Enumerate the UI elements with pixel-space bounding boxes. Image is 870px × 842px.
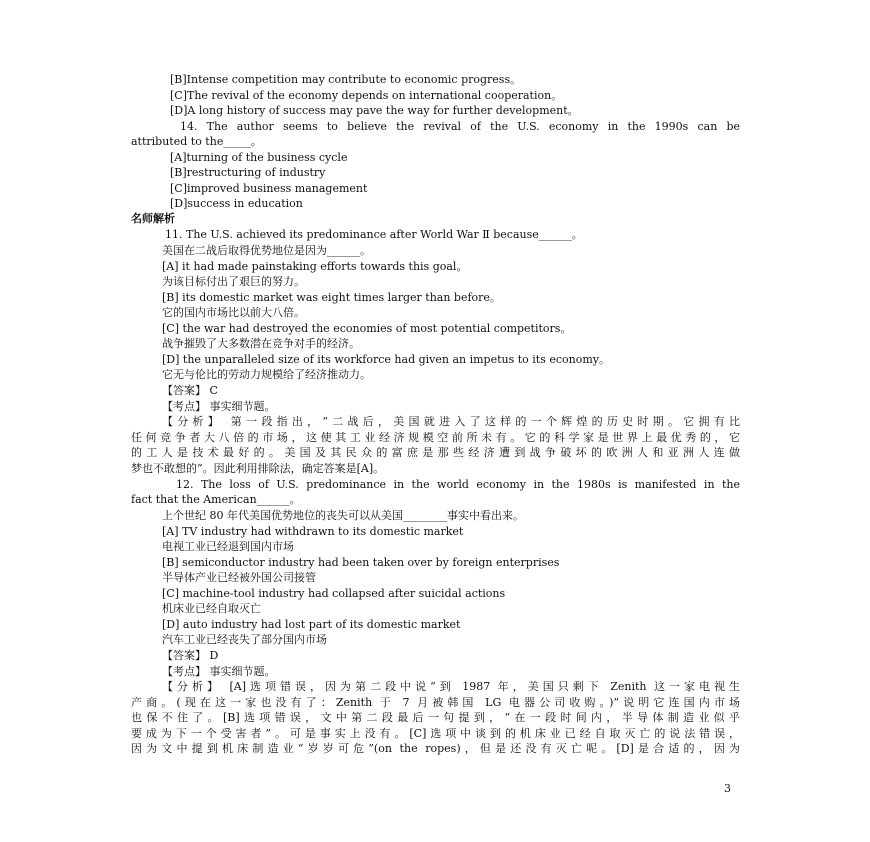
page-number: 3	[724, 782, 731, 795]
q13-option-b: [B]Intense competition may contribute to economic progress。	[170, 73, 522, 86]
q12-analysis-line3: 也保不住了。[B]选项错误，文中第二段最后一句提到，“在一段时间内，半导体制造业似乎	[131, 711, 740, 724]
q11-question-cn: 美国在二战后取得优势地位是因为______。	[162, 244, 371, 257]
q14-option-a: [A]turning of the business cycle	[170, 151, 348, 164]
q11-option-d: [D] the unparalleled size of its workforce had given an impetus to its economy。	[162, 353, 611, 366]
q12-option-c: [C] machine-tool industry had collapsed after suicidal actions	[162, 587, 506, 600]
q12-point: 【考点】 事实细节题。	[162, 665, 276, 678]
q12-analysis-line4: 要成为下一个受害者”。可是事实上没有。[C]选项中谈到的机床业已经自取灭亡的说法错误，	[131, 727, 740, 740]
q11-option-b-cn: 它的国内市场比以前大八倍。	[162, 306, 305, 319]
q11-analysis-line4: 梦也不敢想的”。因此利用排除法，确定答案是[A]。	[131, 462, 385, 475]
q12-question-line1: 12. The loss of U.S. predominance in the world economy in the 1980s is manifested in the	[176, 478, 740, 491]
q11-option-a-cn: 为该目标付出了艰巨的努力。	[162, 275, 305, 288]
q14-option-b: [B]restructuring of industry	[170, 166, 326, 179]
q12-option-a-cn: 电视工业已经退到国内市场	[162, 540, 294, 553]
q12-analysis-line2: 产商。(现在这一家也没有了：Zenith 于 7 月被韩国 LG 电器公司收购。)”说明它连国内市场	[131, 696, 740, 709]
q14-question-line2: attributed to the_____。	[131, 135, 262, 148]
q12-option-c-cn: 机床业已经自取灭亡	[162, 602, 261, 615]
q11-option-c: [C] the war had destroyed the economies of most potential competitors。	[162, 322, 572, 335]
q12-option-d-cn: 汽车工业已经丧失了部分国内市场	[162, 633, 327, 646]
q12-option-a: [A] TV industry had withdrawn to its domestic market	[162, 525, 464, 538]
q12-analysis-line5: 因为文中提到机床制造业“岁岁可危”(on the ropes)，但是还没有灭亡呢。[D]是合适的，因为	[131, 742, 740, 755]
q11-point: 【考点】 事实细节题。	[162, 400, 276, 413]
q11-option-b: [B] its domestic market was eight times larger than before。	[162, 291, 501, 304]
q11-option-c-cn: 战争摧毁了大多数潜在竞争对手的经济。	[162, 337, 360, 350]
q12-analysis-line1: 【分析】 [A]选项错误，因为第二段中说“到 1987 年，美国只剩下 Zenith 这一家电视生	[162, 680, 740, 693]
q12-question-line2: fact that the American______。	[131, 493, 301, 506]
q11-answer: 【答案】 C	[162, 384, 218, 397]
q12-option-b-cn: 半导体产业已经被外国公司接管	[162, 571, 316, 584]
q14-option-c: [C]improved business management	[170, 182, 368, 195]
section-heading: 名师解析	[131, 212, 175, 225]
q14-question-line1: 14. The author seems to believe the revival of the U.S. economy in the 1990s can be	[180, 120, 740, 133]
q12-option-d: [D] auto industry had lost part of its domestic market	[162, 618, 461, 631]
q11-option-d-cn: 它无与伦比的劳动力规模给了经济推动力。	[162, 368, 371, 381]
q11-analysis-line2: 任何竞争者大八倍的市场，这使其工业经济规模空前所未有。它的科学家是世界上最优秀的，它	[131, 431, 740, 444]
q11-question: 11. The U.S. achieved its predominance after World War Ⅱ because______。	[165, 228, 583, 241]
q11-option-a: [A] it had made painstaking efforts towards this goal。	[162, 260, 468, 273]
q12-answer: 【答案】 D	[162, 649, 219, 662]
q13-option-c: [C]The revival of the economy depends on international cooperation。	[170, 89, 563, 102]
q11-analysis-line3: 的工人是技术最好的。美国及其民众的富庶是那些经济遭到战争破坏的欧洲人和亚洲人连做	[131, 446, 740, 459]
q14-option-d: [D]success in education	[170, 197, 303, 210]
q13-option-d: [D]A long history of success may pave the way for further development。	[170, 104, 579, 117]
q11-analysis-line1: 【分析】 第一段指出，“二战后，美国就进入了这样的一个辉煌的历史时期。它拥有比	[162, 415, 740, 428]
q12-question-cn: 上个世纪 80 年代美国优势地位的丧失可以从美国________事实中看出来。	[162, 509, 524, 522]
q12-option-b: [B] semiconductor industry had been taken over by foreign enterprises	[162, 556, 560, 569]
